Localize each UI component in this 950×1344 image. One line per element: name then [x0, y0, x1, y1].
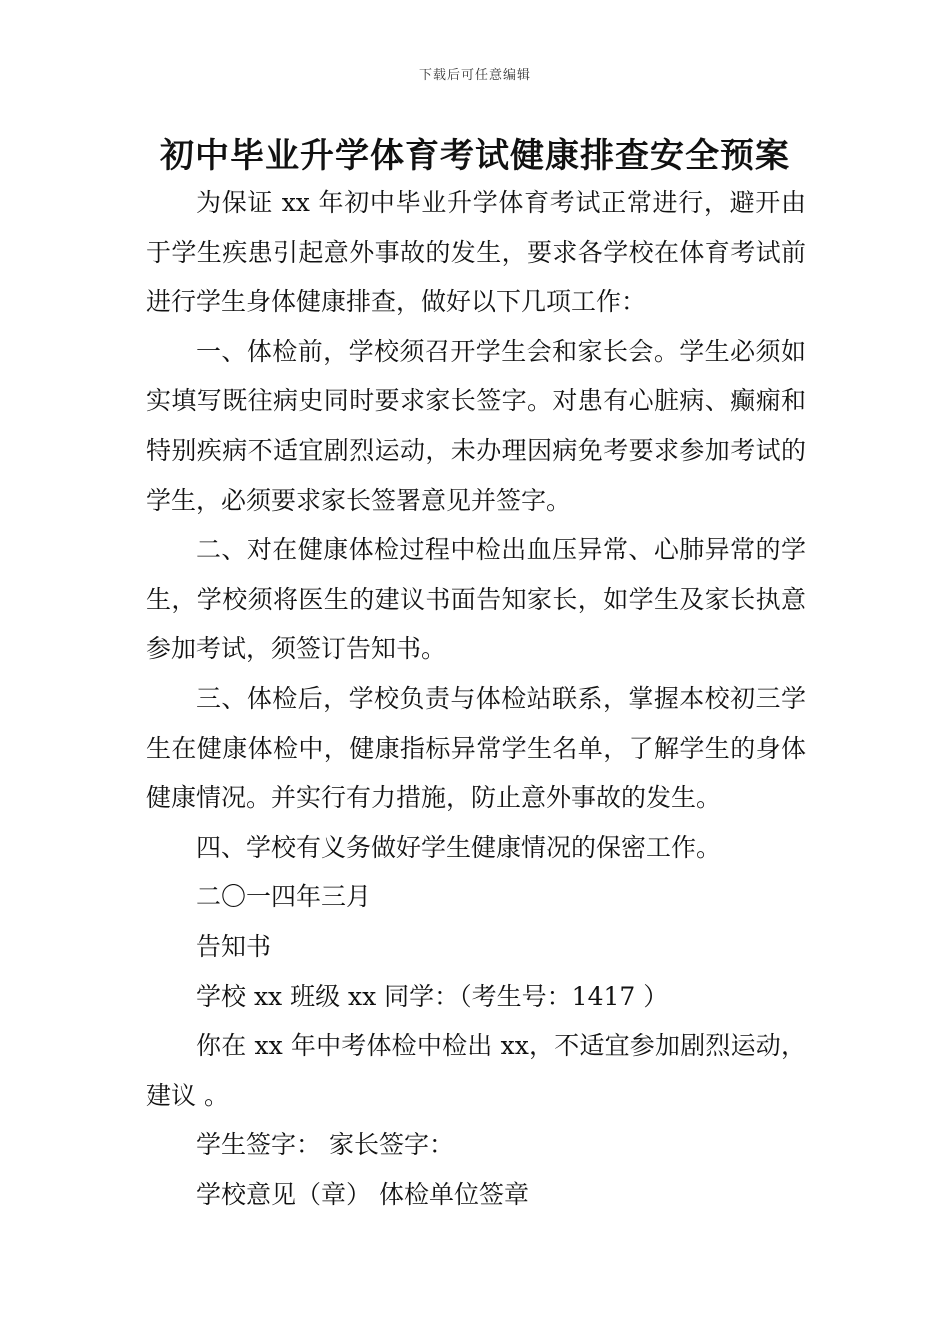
page-header: 下载后可任意编辑: [418, 68, 531, 83]
item-three-paragraph: 三、体检后，学校负责与体检站联系，掌握本校初三学生在健康体检中，健康指标异常学生名单，了解学生的身体健康情况。并实行有力措施，防止意外事故的发生。: [146, 683, 806, 813]
intro-paragraph: 为保证 xx 年初中毕业升学体育考试正常进行，避开由于学生疾患引起意外事故的发生，要求各学校在体育考试前进行学生身体健康排查，做好以下几项工作：: [146, 188, 806, 317]
notice-heading: 告知书: [196, 931, 272, 961]
item-four-paragraph: 四、学校有义务做好学生健康情况的保密工作。: [196, 832, 722, 862]
notice-addressee: 学校 xx 班级 xx 同学：（考生号：1417 ）: [196, 981, 669, 1011]
seal-line: 学校意见（章） 体检单位签章: [196, 1179, 529, 1209]
item-two-paragraph: 二、对在健康体检过程中检出血压异常、心肺异常的学生，学校须将医生的建议书面告知家长，如学生及家长执意参加考试，须签订告知书。: [146, 535, 806, 664]
signature-line: 学生签字： 家长签字：: [196, 1130, 454, 1160]
document-title: 初中毕业升学体育考试健康排查安全预案: [160, 136, 790, 176]
notice-content: 你在 xx 年中考体检中检出 xx，不适宜参加剧烈运动，建议 。: [146, 1031, 806, 1110]
document-body: [146, 178, 806, 1219]
date-line: 二〇一四年三月: [196, 882, 372, 912]
item-one-paragraph: 一、体检前，学校须召开学生会和家长会。学生必须如实填写既往病史同时要求家长签字。对患有心脏病、癫痫和特别疾病不适宜剧烈运动，未办理因病免考要求参加考试的学生，必须要求家长签署意见并签字。: [146, 336, 806, 515]
